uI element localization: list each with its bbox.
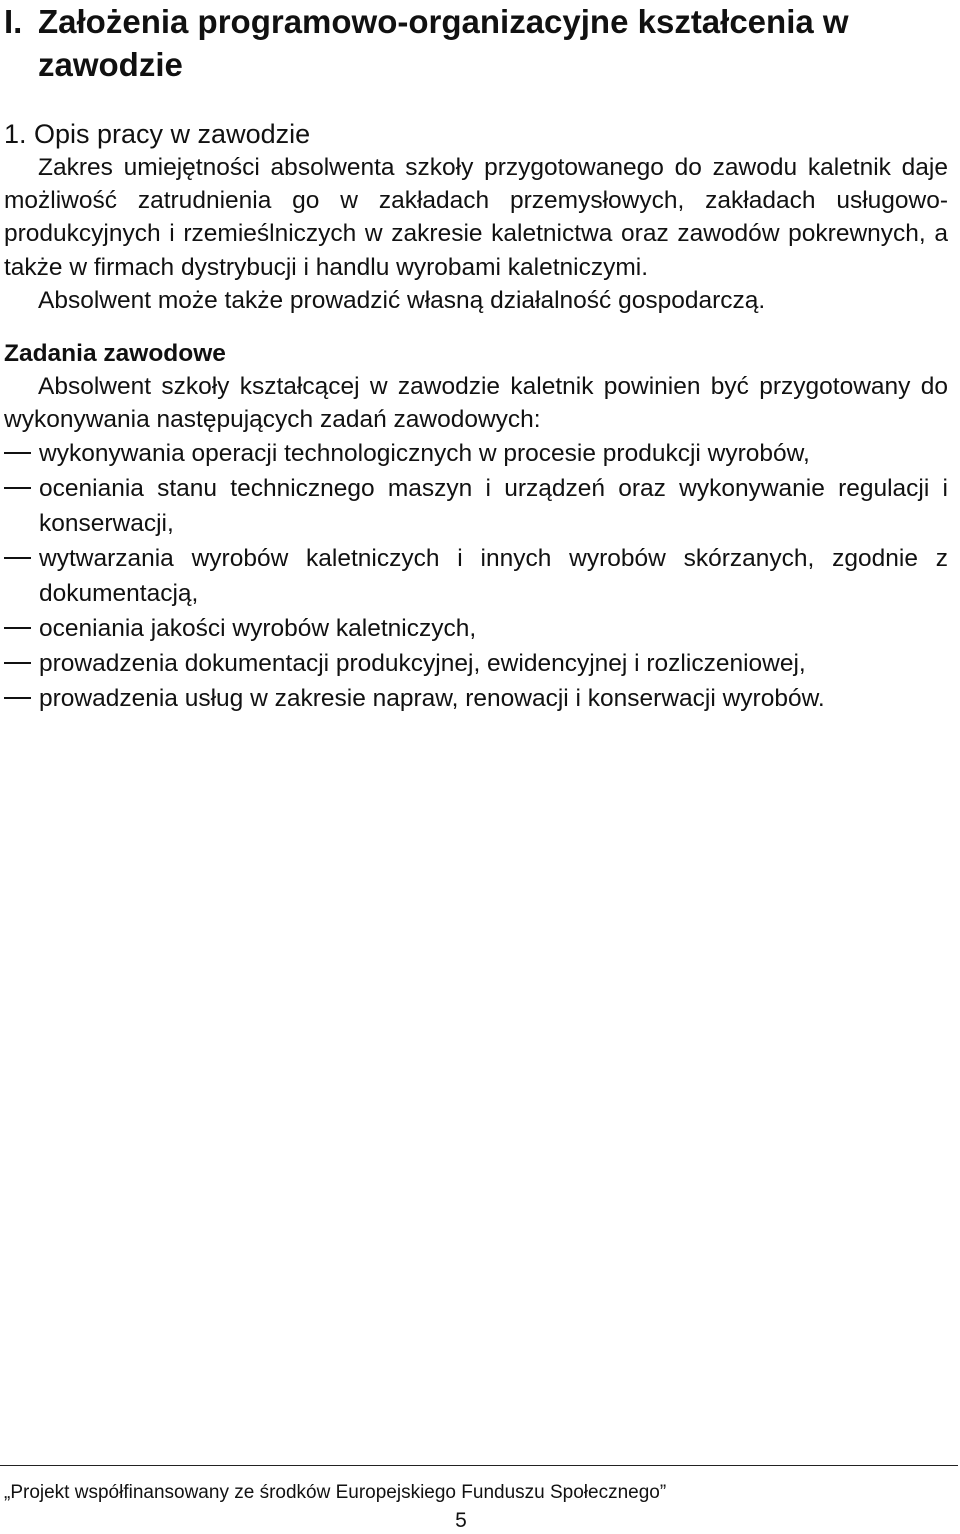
page-number: 5 (455, 1509, 467, 1532)
dash-bullet-icon (4, 557, 31, 559)
list-item (4, 471, 948, 541)
document-page (4, 0, 948, 716)
dash-bullet-icon (4, 452, 31, 454)
section-title: 1. Opis pracy w zawodzie (4, 119, 311, 149)
self-employment-paragraph: Absolwent może także prowadzić własną działalność gospodarczą. (38, 286, 766, 314)
dash-bullet-icon (4, 697, 31, 699)
footer-divider (0, 1465, 958, 1466)
list-item (4, 541, 948, 611)
list-item-text: prowadzenia usług w zakresie napraw, renowacji i konserwacji wyrobów. (39, 685, 825, 713)
list-item (4, 436, 948, 471)
list-item-text: wykonywania operacji technologicznych w procesie produkcji wyrobów, (39, 440, 810, 468)
list-item-text: oceniania stanu technicznego maszyn i urządzeń oraz wykonywanie regulacji i konserwacji, (39, 475, 948, 538)
list-item (4, 611, 948, 646)
intro-paragraph: Zakres umiejętności absolwenta szkoły przygotowanego do zawodu kaletnik daje możliwość zatrudnienia go w zakładach przemysłowych, zakładach usługowo-produkcyjnych i rzemieślniczych w zakresie kaletnictwa oraz zawodów pokrewnych, a także w firmach dystrybucji i handlu wyrobami kaletniczymi. (4, 154, 948, 281)
chapter-heading (4, 0, 948, 86)
dash-bullet-icon (4, 662, 31, 664)
list-item (4, 646, 948, 681)
dash-bullet-icon (4, 627, 31, 629)
chapter-number: I. (4, 3, 23, 40)
list-item-text: oceniania jakości wyrobów kaletniczych, (39, 615, 477, 643)
tasks-intro-paragraph: Absolwent szkoły kształcącej w zawodzie kaletnik powinien być przygotowany do wykonywania następujących zadań zawodowych: (4, 373, 948, 434)
list-item (4, 681, 948, 716)
list-item-text: prowadzenia dokumentacji produkcyjnej, ewidencyjnej i rozliczeniowej, (39, 650, 806, 678)
list-item-text: wytwarzania wyrobów kaletniczych i innych wyrobów skórzanych, zgodnie z dokumentacją, (39, 545, 948, 608)
tasks-heading: Zadania zawodowe (4, 340, 226, 368)
tasks-list (4, 436, 948, 716)
dash-bullet-icon (4, 487, 31, 489)
chapter-title: Założenia programowo-organizacyjne kształcenia w zawodzie (38, 3, 849, 83)
funding-note: „Projekt współfinansowany ze środków Europejskiego Funduszu Społecznego” (4, 1482, 667, 1503)
